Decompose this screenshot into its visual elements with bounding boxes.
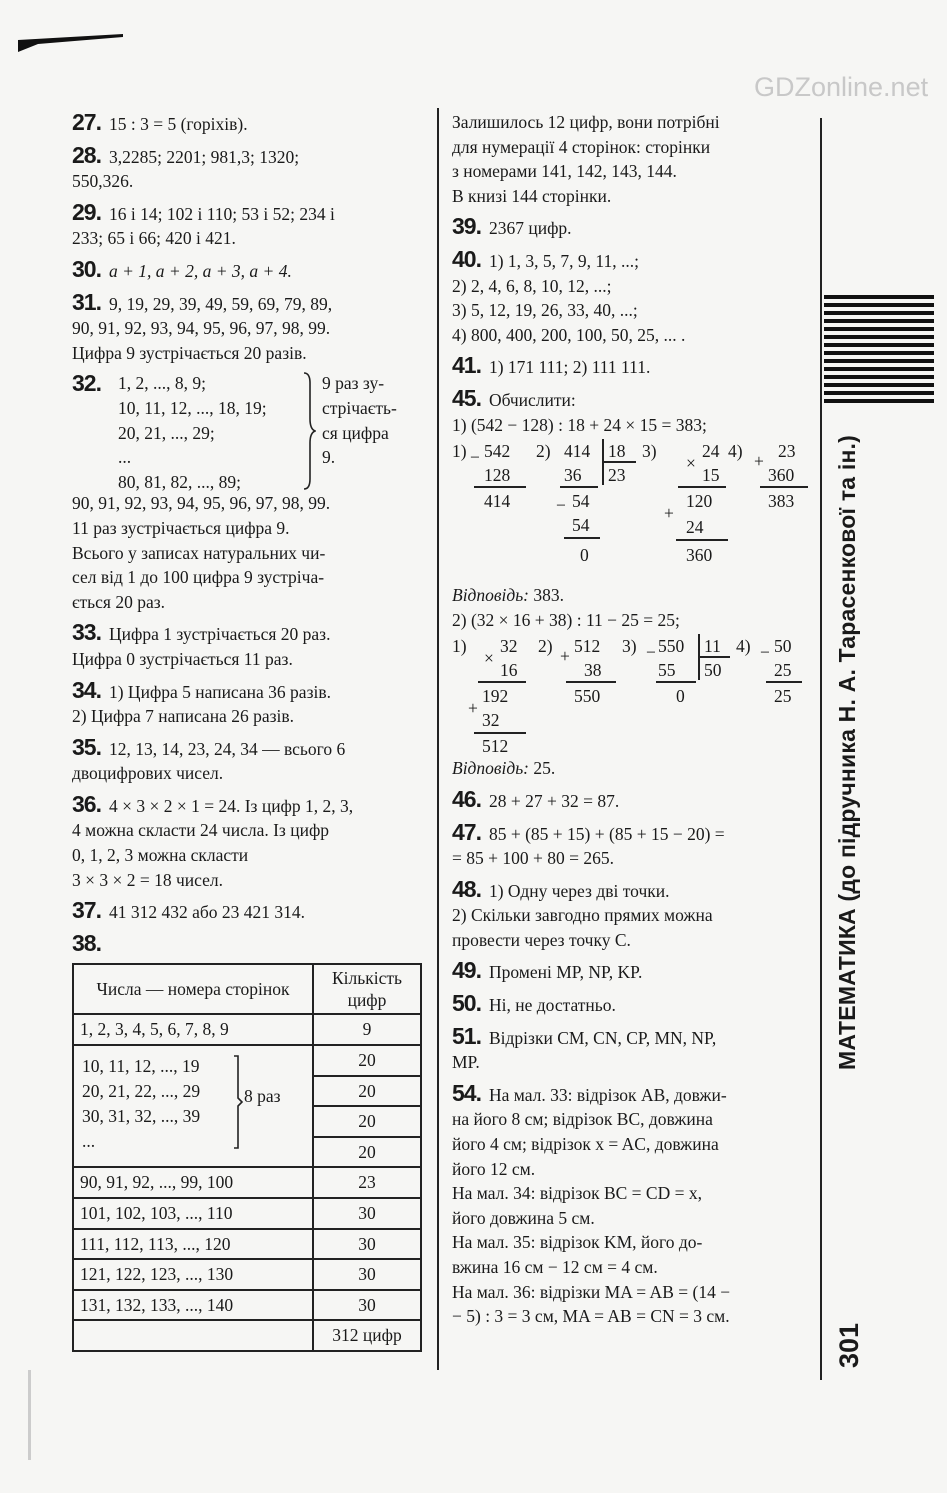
table-row bbox=[73, 1290, 421, 1321]
exercise-text: ється 20 раз. bbox=[72, 591, 166, 612]
exercise-text: 16 і 14; 102 і 110; 53 і 52; 234 і bbox=[108, 203, 335, 224]
calc-number: 550 bbox=[658, 636, 685, 657]
exercise-39 bbox=[452, 214, 808, 241]
exercise-text: 3,2285; 2201; 981,3; 1320; bbox=[108, 146, 300, 167]
exercise-text: 85 + (85 + 15) + (85 + 15 − 20) = bbox=[488, 823, 725, 844]
margin-stripes bbox=[824, 295, 934, 403]
calc-number: 11 bbox=[704, 636, 721, 657]
exercise-number: 30. bbox=[72, 255, 101, 282]
calc-number: 0 bbox=[580, 545, 589, 566]
list-item: ... bbox=[82, 1131, 96, 1152]
table-cell: 30 bbox=[313, 1259, 421, 1290]
margin-rule bbox=[820, 118, 822, 1380]
list-item: 10, 11, 12, ..., 19 bbox=[82, 1056, 200, 1077]
list-item: 10, 11, 12, ..., 18, 19; bbox=[118, 397, 267, 418]
calc-number: 512 bbox=[574, 636, 601, 657]
calc-number: 24 bbox=[702, 441, 720, 462]
calc-number: 50 bbox=[704, 660, 722, 681]
answer-label: Відповідь: bbox=[452, 585, 530, 606]
exercise-48 bbox=[452, 877, 808, 953]
calc-number: 24 bbox=[686, 517, 704, 538]
calc-number: 128 bbox=[484, 465, 511, 486]
exercise-text: 4 можна скласти 24 числа. Із цифр bbox=[72, 820, 330, 841]
calc-number: 18 bbox=[608, 441, 626, 462]
exercise-text: сел від 1 до 100 цифра 9 зустріча- bbox=[72, 567, 325, 588]
list-item: 20, 21, ..., 29; bbox=[118, 422, 215, 443]
calc-number: 54 bbox=[572, 491, 590, 512]
left-column bbox=[72, 110, 424, 1358]
table-cell: 30 bbox=[313, 1290, 421, 1321]
exercise-text: 2367 цифр. bbox=[488, 218, 572, 239]
exercise-text: 1) Цифра 5 написана 36 разів. bbox=[108, 681, 331, 702]
table-cell: 20 bbox=[313, 1045, 421, 1076]
table-row bbox=[73, 1259, 421, 1290]
table-cell: 90, 91, 92, ..., 99, 100 bbox=[73, 1167, 313, 1198]
minus-sign: − bbox=[760, 642, 770, 663]
calc-number: 512 bbox=[482, 736, 509, 757]
answer-value: 25. bbox=[533, 758, 556, 779]
note-line: ся цифра bbox=[322, 422, 389, 443]
note-line: 9. bbox=[322, 447, 336, 468]
exercise-number: 31. bbox=[72, 288, 101, 315]
calc-rule bbox=[760, 486, 808, 488]
exercise-number: 54. bbox=[452, 1079, 481, 1106]
calc-number: 192 bbox=[482, 686, 509, 707]
exercise-text: 1) 1, 3, 5, 7, 9, 11, ...; bbox=[488, 250, 640, 271]
number-list bbox=[118, 371, 267, 494]
exercise-number: 39. bbox=[452, 213, 481, 240]
calc-marker: 1) bbox=[452, 441, 467, 462]
exercise-text: Цифра 1 зустрічається 20 раз. bbox=[108, 624, 331, 645]
note-line: 9 раз зу- bbox=[322, 373, 385, 394]
exercise-text: 90, 91, 92, 93, 94, 95, 96, 97, 98, 99. bbox=[72, 318, 331, 339]
calc-number: 542 bbox=[484, 441, 511, 462]
right-column bbox=[452, 110, 808, 1335]
exercise-text: Обчислити: bbox=[488, 389, 576, 410]
exercise-text: 90, 91, 92, 93, 94, 95, 96, 97, 98, 99. bbox=[72, 493, 331, 514]
calc-number: 383 bbox=[768, 491, 795, 512]
column-header: Числа — номера сторінок bbox=[73, 964, 313, 1014]
plus-sign: + bbox=[754, 451, 764, 472]
exercise-text: На мал. 34: відрізок BC = CD = x, bbox=[452, 1183, 702, 1204]
exercise-text: 28 + 27 + 32 = 87. bbox=[488, 790, 620, 811]
exercise-text: На мал. 36: відрізки MA = AB = (14 − bbox=[452, 1281, 731, 1302]
exercise-29 bbox=[72, 200, 424, 251]
exercise-text: Цифра 9 зустрічається 20 разів. bbox=[72, 342, 307, 363]
calc-rule bbox=[566, 681, 616, 683]
exercise-text: 41 312 432 або 23 421 314. bbox=[108, 902, 306, 923]
exercise-text: 12, 13, 14, 23, 24, 34 — всього 6 bbox=[108, 738, 346, 759]
calc-number: 23 bbox=[778, 441, 796, 462]
minus-sign: − bbox=[470, 447, 480, 468]
exercise-text: 1) Одну через дві точки. bbox=[488, 880, 670, 901]
plus-sign: + bbox=[560, 646, 570, 667]
exercise-text: 0, 1, 2, 3 можна скласти bbox=[72, 845, 249, 866]
answer-label: Відповідь: bbox=[452, 758, 530, 779]
exercise-45 bbox=[452, 386, 808, 781]
calc-number: 360 bbox=[768, 465, 795, 486]
exercise-text: 11 раз зустрічається цифра 9. bbox=[72, 517, 290, 538]
exercise-text: MP. bbox=[452, 1052, 480, 1073]
exercise-text: 9, 19, 29, 39, 49, 59, 69, 79, 89, bbox=[108, 293, 333, 314]
table-cell: 9 bbox=[313, 1014, 421, 1045]
exercise-text: 2) Скільки завгодно прямих можна bbox=[452, 905, 713, 926]
exercise-text: Відрізки CM, CN, CP, MN, NP, bbox=[488, 1027, 717, 1048]
calc-number: 32 bbox=[482, 710, 500, 731]
calc-number: 25 bbox=[774, 686, 792, 707]
exercise-number: 51. bbox=[452, 1022, 481, 1049]
right-brace bbox=[232, 1054, 244, 1150]
exercise-text: На мал. 35: відрізок KM, його до- bbox=[452, 1232, 703, 1253]
exercise-number: 34. bbox=[72, 676, 101, 703]
list-item: ... bbox=[118, 447, 132, 468]
calc-number: 0 bbox=[676, 686, 685, 707]
exercise-text: В книзі 144 сторінки. bbox=[452, 185, 612, 206]
exercise-47 bbox=[452, 820, 808, 871]
calc-number: 54 bbox=[572, 515, 590, 536]
calc-number: 50 bbox=[774, 636, 792, 657]
exercise-number: 48. bbox=[452, 875, 481, 902]
exercise-28 bbox=[72, 143, 424, 194]
table-cell: 30 bbox=[313, 1198, 421, 1229]
note-line: стрічаєть- bbox=[322, 397, 397, 418]
calc-number: 23 bbox=[608, 465, 626, 486]
exercise-number: 27. bbox=[72, 109, 101, 135]
exercise-30 bbox=[72, 257, 424, 284]
table-row bbox=[73, 1198, 421, 1229]
exercise-text: його довжина 5 см. bbox=[452, 1207, 595, 1228]
exercise-27 bbox=[72, 110, 424, 137]
exercise-text: 4) 800, 400, 200, 100, 50, 25, ... . bbox=[452, 324, 686, 345]
exercise-number: 49. bbox=[452, 957, 481, 984]
table-cell bbox=[73, 1320, 313, 1351]
exercise-number: 38. bbox=[72, 929, 101, 956]
exercise-49 bbox=[452, 958, 808, 985]
exercise-text: на його 8 см; відрізок BC, довжина bbox=[452, 1109, 713, 1130]
watermark: GDZonline.net bbox=[754, 72, 929, 102]
brace-note: 8 раз bbox=[244, 1086, 281, 1107]
list-item: 1, 2, ..., 8, 9; bbox=[118, 373, 206, 394]
column-divider bbox=[437, 108, 439, 1370]
table-row bbox=[73, 1014, 421, 1045]
pages-digits-table bbox=[72, 963, 422, 1352]
exercise-51 bbox=[452, 1024, 808, 1075]
table-total-row bbox=[73, 1320, 421, 1351]
calc-rule bbox=[766, 681, 802, 683]
plus-sign: + bbox=[468, 698, 478, 719]
brace-note bbox=[322, 371, 397, 469]
exercise-46 bbox=[452, 787, 808, 814]
calc-marker: 1) bbox=[452, 636, 467, 657]
calc-marker: 3) bbox=[622, 636, 637, 657]
calc-rule bbox=[478, 681, 526, 683]
exercise-text: 2) 2, 4, 6, 8, 10, 12, ...; bbox=[452, 275, 612, 296]
exercise-text: Промені MP, NP, KP. bbox=[488, 962, 643, 983]
exercise-text: 15 : 3 = 5 (горіхів). bbox=[108, 114, 248, 134]
table-cell: 23 bbox=[313, 1167, 421, 1198]
calc-number: 38 bbox=[584, 660, 602, 681]
table-cell: 20 bbox=[313, 1076, 421, 1107]
running-title: МАТЕМАТИКА (до підручника Н. А. Тарасенкової та ін.) bbox=[834, 435, 860, 1070]
times-sign: × bbox=[484, 648, 494, 669]
calc-rule bbox=[676, 539, 728, 541]
exercise-text: провести через точку C. bbox=[452, 929, 631, 950]
calc-number: 414 bbox=[564, 441, 591, 462]
calc-marker: 4) bbox=[736, 636, 751, 657]
calc-rule bbox=[678, 486, 726, 488]
exercise-text: 233; 65 і 66; 420 і 421. bbox=[72, 228, 236, 249]
calc-rule bbox=[564, 537, 600, 539]
calc-number: 16 bbox=[500, 660, 518, 681]
table-cell: 111, 112, 113, ..., 120 bbox=[73, 1229, 313, 1260]
calc-rule bbox=[560, 486, 598, 488]
table-cell-group bbox=[73, 1045, 313, 1167]
exercise-number: 35. bbox=[72, 733, 101, 760]
column-calculations-2 bbox=[452, 634, 808, 757]
exercise-text: 3 × 3 × 2 = 18 чисел. bbox=[72, 869, 224, 890]
exercise-text: 550,326. bbox=[72, 171, 134, 192]
times-sign: × bbox=[686, 453, 696, 474]
table-row bbox=[73, 1167, 421, 1198]
exercise-40 bbox=[452, 247, 808, 347]
scan-edge-line bbox=[28, 1370, 31, 1460]
exercise-34 bbox=[72, 678, 424, 729]
calc-marker: 2) bbox=[538, 636, 553, 657]
answer-value: 383. bbox=[533, 585, 565, 606]
exercise-number: 46. bbox=[452, 785, 481, 812]
scan-corner-mark bbox=[18, 34, 128, 56]
exercise-text: з номерами 141, 142, 143, 144. bbox=[452, 161, 677, 182]
list-item: 80, 81, 82, ..., 89; bbox=[118, 471, 241, 492]
exercise-text: його 12 см. bbox=[452, 1158, 536, 1179]
exercise-text: 1) (542 − 128) : 18 + 24 × 15 = 383; bbox=[452, 414, 707, 435]
calc-number: 55 bbox=[658, 660, 676, 681]
table-total-cell: 312 цифр bbox=[313, 1320, 421, 1351]
table-cell: 121, 122, 123, ..., 130 bbox=[73, 1259, 313, 1290]
exercise-37 bbox=[72, 898, 424, 925]
exercise-54 bbox=[452, 1081, 808, 1329]
exercise-text: 2) Цифра 7 написана 26 разів. bbox=[72, 706, 295, 727]
calc-number: 25 bbox=[774, 660, 792, 681]
table-cell: 101, 102, 103, ..., 110 bbox=[73, 1198, 313, 1229]
exercise-text: Залишилось 12 цифр, вони потрібні bbox=[452, 112, 720, 132]
exercise-text: На мал. 33: відрізок AB, довжи- bbox=[488, 1084, 727, 1105]
minus-sign: − bbox=[646, 642, 656, 663]
calc-rule bbox=[656, 681, 696, 683]
exercise-text: 3) 5, 12, 19, 26, 33, 40, ...; bbox=[452, 300, 638, 321]
exercise-text: = 85 + 100 + 80 = 265. bbox=[452, 848, 614, 869]
exercise-33 bbox=[72, 620, 424, 671]
calc-rule bbox=[474, 486, 526, 488]
page-number: 301 bbox=[834, 1322, 864, 1368]
table-cell: 30 bbox=[313, 1229, 421, 1260]
calc-number: 414 bbox=[484, 491, 511, 512]
exercise-text: Всього у записах натуральних чи- bbox=[72, 542, 326, 563]
exercise-number: 33. bbox=[72, 619, 101, 646]
exercise-text: вжина 16 см − 12 см = 4 см. bbox=[452, 1257, 658, 1277]
calc-number: 360 bbox=[686, 545, 713, 566]
exercise-number: 37. bbox=[72, 897, 101, 924]
number-list bbox=[82, 1054, 200, 1154]
exercise-text: a + 1, a + 2, a + 3, a + 4. bbox=[108, 260, 292, 281]
right-brace bbox=[302, 371, 316, 491]
exercise-32 bbox=[72, 371, 424, 614]
calc-number: 32 bbox=[500, 636, 518, 657]
exercise-number: 28. bbox=[72, 141, 101, 168]
exercise-number: 32. bbox=[72, 370, 101, 397]
table-header-row bbox=[73, 964, 421, 1014]
calc-number: 550 bbox=[574, 686, 601, 707]
exercise-text: 1) 171 111; 2) 111 111. bbox=[488, 357, 651, 378]
exercise-text: 2) (32 × 16 + 38) : 11 − 25 = 25; bbox=[452, 609, 680, 630]
exercise-text: його 4 см; відрізок x = AC, довжина bbox=[452, 1134, 719, 1155]
list-item: 30, 31, 32, ..., 39 bbox=[82, 1106, 201, 1127]
exercise-text: двоцифрових чисел. bbox=[72, 763, 224, 784]
calc-marker: 3) bbox=[642, 441, 657, 462]
exercise-50 bbox=[452, 991, 808, 1018]
exercise-38 bbox=[72, 931, 424, 1352]
table-cell: 20 bbox=[313, 1106, 421, 1137]
exercise-text: 4 × 3 × 2 × 1 = 24. Із цифр 1, 2, 3, bbox=[108, 795, 354, 816]
exercise-36 bbox=[72, 792, 424, 892]
exercise-number: 47. bbox=[452, 818, 481, 845]
column-header: Кількість цифр bbox=[313, 964, 421, 1014]
exercise-text: для нумерації 4 сторінок: сторінки bbox=[452, 136, 711, 157]
minus-sign: − bbox=[556, 495, 566, 516]
calc-number: 120 bbox=[686, 491, 713, 512]
exercise-text: Ні, не достатньо. bbox=[488, 995, 616, 1016]
table-cell: 20 bbox=[313, 1137, 421, 1168]
exercise-text: Цифра 0 зустрічається 11 раз. bbox=[72, 648, 293, 669]
exercise-31 bbox=[72, 290, 424, 366]
calc-number: 15 bbox=[702, 465, 720, 486]
calc-marker: 4) bbox=[728, 441, 743, 462]
table-cell: 131, 132, 133, ..., 140 bbox=[73, 1290, 313, 1321]
list-item: 20, 21, 22, ..., 29 bbox=[82, 1081, 201, 1102]
exercise-number: 41. bbox=[452, 352, 481, 379]
continued-text bbox=[452, 110, 808, 208]
table-row bbox=[73, 1229, 421, 1260]
exercise-number: 50. bbox=[452, 990, 481, 1017]
exercise-number: 45. bbox=[452, 384, 481, 411]
exercise-41 bbox=[452, 353, 808, 380]
table-row bbox=[73, 1045, 421, 1076]
exercise-text: − 5) : 3 = 3 см, MA = AB = CN = 3 см. bbox=[452, 1306, 730, 1327]
calc-marker: 2) bbox=[536, 441, 551, 462]
table-cell: 1, 2, 3, 4, 5, 6, 7, 8, 9 bbox=[73, 1014, 313, 1045]
calc-number: 36 bbox=[564, 465, 582, 486]
column-calculations-1 bbox=[452, 439, 808, 579]
exercise-number: 36. bbox=[72, 790, 101, 817]
exercise-number: 29. bbox=[72, 198, 101, 225]
exercise-number: 40. bbox=[452, 245, 481, 272]
exercise-35 bbox=[72, 735, 424, 786]
plus-sign: + bbox=[664, 503, 674, 524]
